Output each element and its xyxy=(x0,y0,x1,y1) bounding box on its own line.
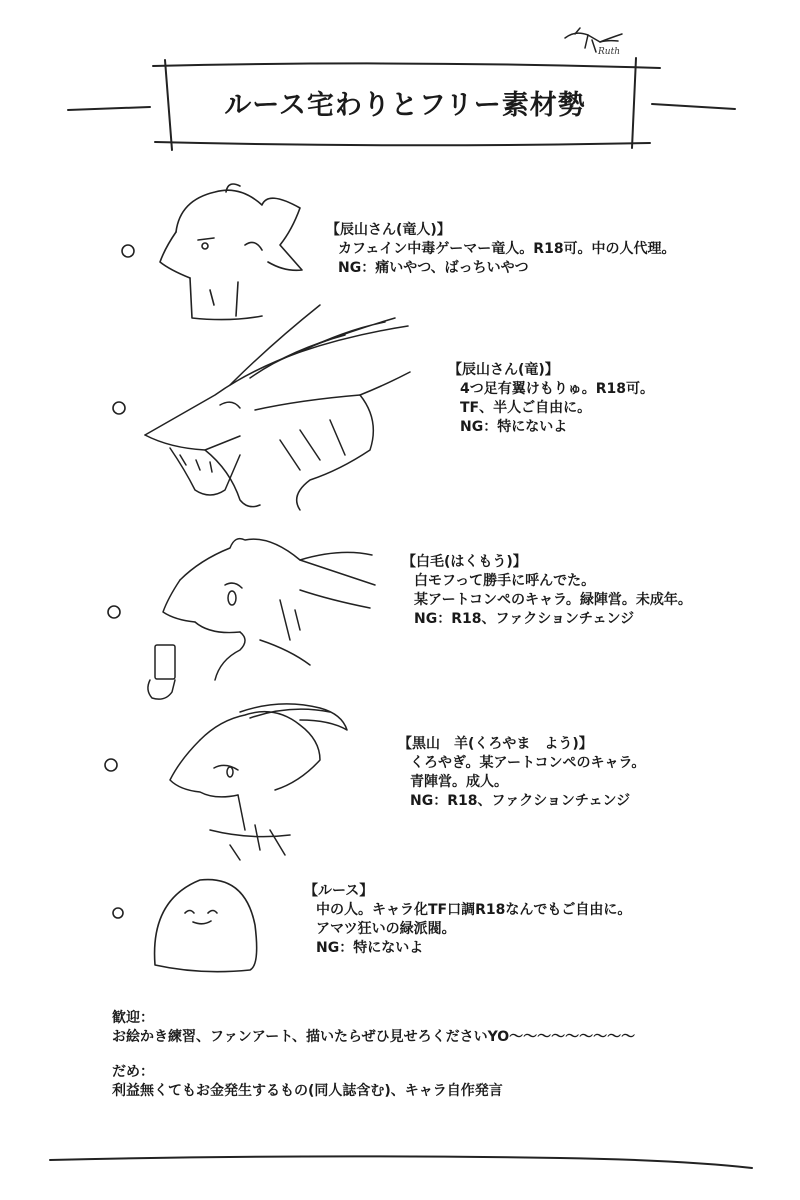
bottom-rule xyxy=(50,1156,752,1168)
welcome-section xyxy=(112,1009,800,1047)
character-heading: 【白毛(はくもう)】 xyxy=(402,554,527,570)
character-line: アマツ狂いの緑派閥。 xyxy=(316,921,456,937)
character-line: 中の人。キャラ化TF口調R18なんでもご自由に。 xyxy=(316,902,632,918)
character-heading: 【辰山さん(竜人)】 xyxy=(326,222,451,238)
character-line: NG：痛いやつ、ばっちいやつ xyxy=(338,260,529,276)
character-card-kuroyama xyxy=(398,735,645,811)
character-line: NG：R18、ファクションチェンジ xyxy=(410,793,631,809)
kuroyama-head-illustration xyxy=(170,704,347,860)
character-line: TF、半人ご自由に。 xyxy=(460,400,592,416)
forbidden-label: だめ： xyxy=(112,1064,154,1080)
character-heading: 【辰山さん(竜)】 xyxy=(448,362,559,378)
character-line: 青陣営。成人。 xyxy=(410,774,508,790)
welcome-label: 歓迎： xyxy=(112,1010,154,1026)
character-line: カフェイン中毒ゲーマー竜人。R18可。中の人代理。 xyxy=(338,241,676,257)
character-card-tatsuyama-dragonkin xyxy=(326,221,676,278)
character-card-ruth xyxy=(304,882,631,958)
hakumou-head-illustration xyxy=(148,539,375,700)
character-card-hakumou xyxy=(402,553,692,629)
bullet-circles xyxy=(105,245,134,918)
character-line: NG：特にないよ xyxy=(316,940,424,956)
page-title: ルース宅わりとフリー素材勢 xyxy=(224,90,586,121)
character-heading: 【黒山 羊(くろやま よう)】 xyxy=(398,736,593,752)
character-card-tatsuyama-dragon xyxy=(448,361,654,437)
welcome-text: お絵かき練習、ファンアート、描いたらぜひ見せろくださいYO～～～～～～～～～ xyxy=(112,1029,636,1045)
character-line: くろやぎ。某アートコンペのキャラ。 xyxy=(410,755,646,771)
ruth-blob-illustration xyxy=(155,880,257,972)
dragonkin-head-illustration xyxy=(160,184,302,320)
artist-signature: Ruth xyxy=(598,47,620,57)
character-line: 某アートコンペのキャラ。緑陣営。未成年。 xyxy=(414,592,692,608)
character-line: 白モフって勝手に呼んでた。 xyxy=(414,573,596,589)
character-heading: 【ルース】 xyxy=(304,883,374,899)
character-line: NG：R18、ファクションチェンジ xyxy=(414,611,635,627)
forbidden-text: 利益無くてもお金発生するもの(同人誌含む)、キャラ自作発言 xyxy=(112,1083,503,1099)
forbidden-section xyxy=(112,1063,503,1101)
character-line: 4つ足有翼けもりゅ。R18可。 xyxy=(460,381,655,397)
dragon-head-illustration xyxy=(145,305,410,510)
character-line: NG：特にないよ xyxy=(460,419,568,435)
